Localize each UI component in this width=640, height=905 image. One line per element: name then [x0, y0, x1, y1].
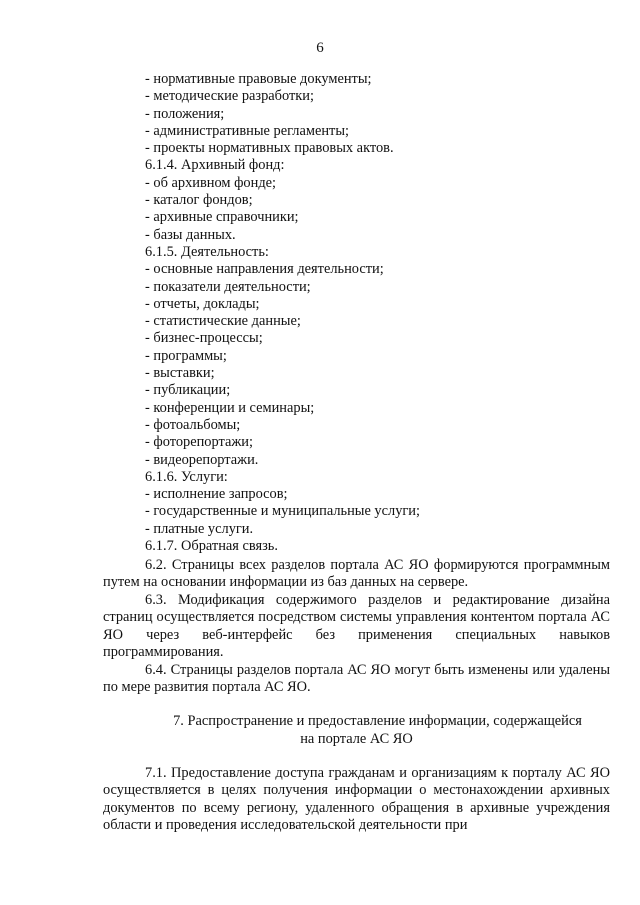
- list-item: - публикации;: [145, 382, 231, 399]
- list-item: - программы;: [145, 347, 227, 364]
- paragraph-6-4: 6.4. Страницы разделов портала АС ЯО могут быть изменены или удалены по мере развития портала АС ЯО.: [103, 662, 610, 696]
- list-item: - выставки;: [145, 365, 215, 382]
- list-item: - исполнение запросов;: [145, 486, 288, 503]
- section-heading: [103, 713, 610, 748]
- list-item: - государственные и муниципальные услуги;: [145, 503, 420, 520]
- list-item: - основные направления деятельности;: [145, 261, 384, 278]
- list-subheading: 6.1.4. Архивный фонд:: [145, 157, 285, 174]
- list-item: - платные услуги.: [145, 520, 254, 537]
- section-heading-line-2: на портале АС ЯО: [300, 730, 413, 747]
- list-item: - проекты нормативных правовых актов.: [145, 140, 394, 157]
- list-item: - базы данных.: [145, 226, 236, 243]
- list-subheading: 6.1.6. Услуги:: [145, 468, 228, 485]
- list-item: - об архивном фонде;: [145, 174, 277, 191]
- list-item: - нормативные правовые документы;: [145, 71, 372, 87]
- list-item: - фоторепортажи;: [145, 434, 253, 451]
- paragraph-6-3: 6.3. Модификация содержимого разделов и редактирование дизайна страниц осуществляется посредством системы управления контентом портала АС ЯО через веб-интерфейс без применения специальных навыков программирования.: [103, 592, 610, 661]
- list-item: - видеорепортажи.: [145, 451, 259, 468]
- list-item: - бизнес-процессы;: [145, 330, 263, 347]
- list-item: - показатели деятельности;: [145, 278, 311, 295]
- page-number: 6: [316, 40, 324, 56]
- list-item: - отчеты, доклады;: [145, 295, 260, 312]
- list-item: - статистические данные;: [145, 313, 301, 330]
- list-subheading: 6.1.5. Деятельность:: [145, 243, 269, 260]
- list-item: - фотоальбомы;: [145, 416, 241, 433]
- list-item: - конференции и семинары;: [145, 399, 315, 416]
- list-subheading: 6.1.7. Обратная связь.: [145, 538, 278, 555]
- list-item: - методические разработки;: [145, 88, 314, 105]
- list-item: - архивные справочники;: [145, 209, 299, 226]
- section-heading-line-1: 7. Распространение и предоставление информации, содержащейся: [173, 713, 582, 729]
- list-item: - положения;: [145, 105, 225, 122]
- list-item: - административные регламенты;: [145, 122, 349, 139]
- paragraph-6-2: 6.2. Страницы всех разделов портала АС ЯО формируются программным путем на основании информации из баз данных на сервере.: [103, 557, 610, 591]
- list-item: - каталог фондов;: [145, 192, 253, 209]
- paragraph-7-1: 7.1. Предоставление доступа гражданам и организациям к порталу АС ЯО осуществляется в целях получения информации о местонахождении архивных документов по всему региону, удаленного обращения в архивные учреждения области и проведения исследовательской деятельности при: [103, 765, 610, 834]
- section-list: [145, 71, 605, 555]
